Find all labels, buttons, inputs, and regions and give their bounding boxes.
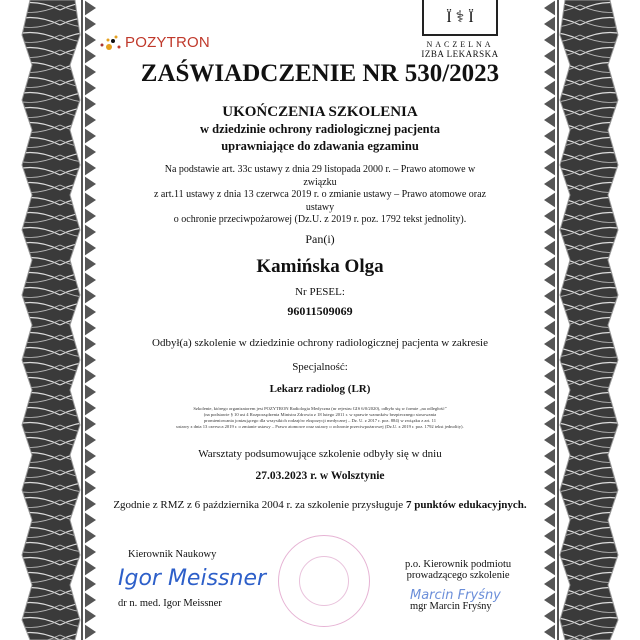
pozytron-logo: POZYTRON [100,34,210,51]
pesel-value: 96011509069 [287,304,353,318]
completed-text: Odbył(a) szkolenie w dziedzinie ochrony radiologicznej pacjenta w zakresie [152,337,488,349]
signature-meissner: Igor Meissner [118,566,267,591]
signatory-name-frysny: mgr Marcin Fryśny [410,601,492,612]
recipient-name: Kamińska Olga [256,256,384,277]
right-decorative-border [540,0,640,640]
pozytron-dots-icon [100,35,122,51]
workshop-date-place: 27.03.2023 r. w Wolsztynie [255,470,385,482]
signature-frysny: Marcin Fryśny [410,588,501,603]
certificate-subtitle: UKOŃCZENIA SZKOLENIA [222,104,418,120]
signature-block-scientific: Kierownik Naukowy [128,549,217,560]
legal-basis: Na podstawie art. 33c ustawy z dnia 29 listopada 2000 r. – Prawo atomowe w związku z art.11 ustawy z dnia 13 czerwca 2019 r. o zmianie ustawy – Prawo atomowe oraz ustawy o ochronie przeciwpożarowej (Dz.U. z 2019 r. poz. 1792 tekst jednolity). [153,164,487,225]
workshop-text: Warsztaty podsumowujące szkolenie odbyły się w dniu [198,448,442,460]
pesel-label: Nr PESEL: [295,286,345,298]
certificate-title: ZAŚWIADCZENIE NR 530/2023 [140,60,500,87]
points-text: Zgodnie z RMZ z 6 października 2004 r. za szkolenie przysługuje 7 punktów edukacyjnych. [113,499,527,511]
caduceus-icon: Ϊ ⚕ Ϊ [422,0,498,36]
fine-print: Szkolenie, którego organizatorem jest POZYTRON Radiologia Medyczna (nr rejestru GIS 6/0/2020), odbyło się w formie „na odległość” (na podstawie § 10 ust 4 Rozporządzenia Ministra Zdrowia z 18 lutego 2011 r. w sprawie warunków bezpiecznego stosowania promieniowania jonizującego dla wszystkich rodzajów ekspozycji medycznej – Dz. U. z 2017 r. poz. 884) w związku z art. 11 ustawy z dnia 13 czerwca 2019 r. o zmianie ustawy – Prawo atomowe oraz ustawy o ochronie przeciwpożarowej (Dz.U. z 2019 r. poz. 1792 tekst jednolity). [176,406,464,429]
certificate-subtitle-lines: w dziedzinie ochrony radiologicznej pacjenta uprawniające do zdawania egzaminu [199,122,441,153]
signatory-name-meissner: dr n. med. Igor Meissner [118,598,222,609]
naczelna-izba-lekarska-logo: Ϊ ⚕ Ϊ NACZELNA IZBA LEKARSKA [420,0,500,59]
specialty-value: Lekarz radiolog (LR) [269,383,371,395]
left-decorative-border [0,0,100,640]
signature-block-head: p.o. Kierownik podmiotu prowadzącego szkolenie [405,559,512,581]
recipient-label: Pan(i) [305,232,335,246]
round-stamp [278,535,370,627]
specialty-label: Specjalność: [292,361,348,373]
